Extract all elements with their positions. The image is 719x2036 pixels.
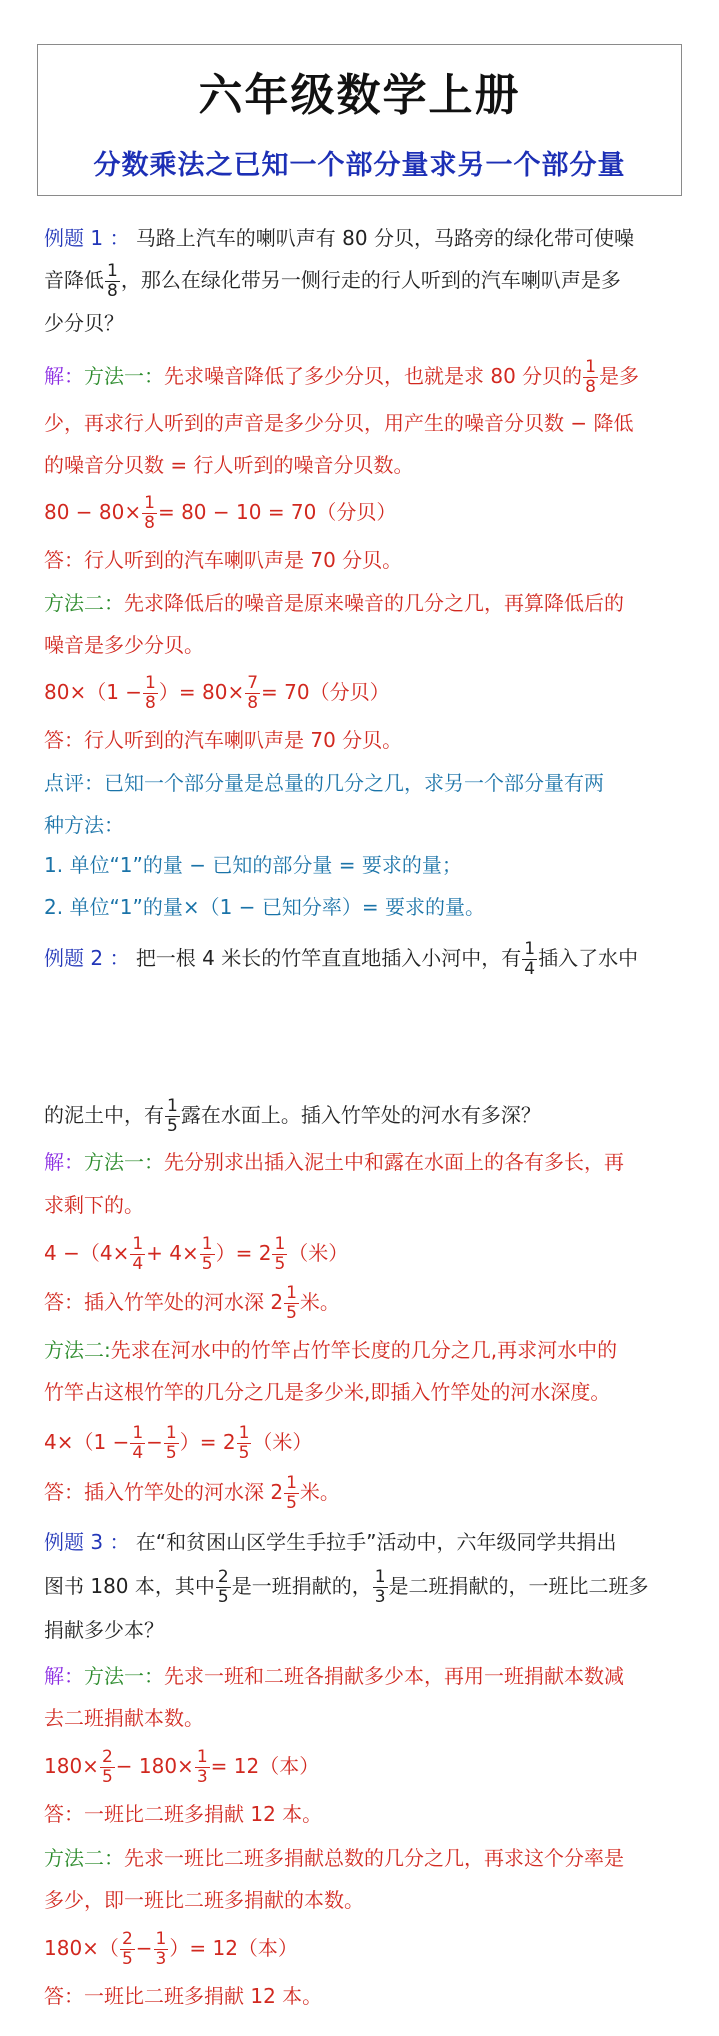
ex1-method1-line-2: 少，再求行人听到的声音是多少分贝，用产生的噪音分贝数 − 降低 [44, 411, 634, 435]
fraction-1-3: $\frac{1}{3}$ [374, 1567, 386, 1607]
ex3-answer-2: 答：一班比二班多捐献 12 本。 [44, 1984, 323, 2008]
title-box [37, 44, 682, 196]
ex1-comment-line-4: 2. 单位“1”的量×（1 − 已知分率）= 要求的量。 [44, 895, 485, 919]
ex1-answer-2: 答：行人听到的汽车喇叭声是 70 分贝。 [44, 728, 403, 752]
ex3-method2-line-2: 多少，即一班比二班多捐献的本数。 [44, 1888, 364, 1912]
ex2-method1-line-2: 求剩下的。 [44, 1193, 144, 1217]
ex1-method2-line-1: 方法二：先求降低后的噪音是原来噪音的几分之几，再算降低后的 [44, 591, 624, 615]
fraction-1-5: $\frac{1}{5}$ [274, 1234, 286, 1274]
fraction-1-8: $\frac{1}{8}$ [585, 357, 596, 397]
ex2-method2-line-1: 方法二:先求在河水中的竹竿占竹竿长度的几分之几,再求河水中的 [44, 1338, 618, 1362]
ex1-method2-line-2: 噪音是多少分贝。 [44, 633, 204, 657]
fraction-2-5: $\frac{2}{5}$ [121, 1929, 133, 1969]
ex1-comment-line-3: 1. 单位“1”的量 − 已知的部分量 = 要求的量； [44, 853, 462, 877]
ex1-method2-equation: 80×（1 − $\frac{1}{8}$ ）= 80× $\frac{7}{8}$ = 70（分贝） [44, 673, 390, 713]
fraction-1-5: $\frac{1}{5}$ [201, 1234, 213, 1274]
ex1-question-line-1: 例题 1 ： 马路上汽车的喇叭声有 80 分贝，马路旁的绿化带可使噪 [44, 226, 634, 250]
ex2-method2-line-2: 竹竿占这根竹竿的几分之几是多少米,即插入竹竿处的河水深度。 [44, 1380, 611, 1404]
ex1-comment-line-2: 种方法： [44, 813, 124, 837]
fraction-1-4: $\frac{1}{4}$ [524, 939, 536, 979]
ex2-question-line-1: 例题 2 ： 把一根 4 米长的竹竿直直地插入小河中，有 $\frac{1}{4}$ 插入了水中 [44, 939, 639, 979]
ex1-question-line-3: 少分贝？ [44, 311, 124, 335]
ex2-answer-2: 答：插入竹竿处的河水深 2 $\frac{1}{5}$ 米。 [44, 1473, 340, 1513]
fraction-1-3: $\frac{1}{3}$ [196, 1747, 208, 1787]
ex1-question-line-2: 音降低 $\frac{1}{8}$ ，那么在绿化带另一侧行走的行人听到的汽车喇叭声是多 [44, 261, 621, 301]
fraction-1-8: $\frac{1}{8}$ [107, 261, 118, 301]
fraction-1-5: $\frac{1}{5}$ [286, 1283, 297, 1323]
ex2-answer-1: 答：插入竹竿处的河水深 2 $\frac{1}{5}$ 米。 [44, 1283, 340, 1323]
page-title: 六年级数学上册 [198, 70, 521, 121]
fraction-1-4: $\frac{1}{4}$ [132, 1423, 144, 1463]
fraction-7-8: $\frac{7}{8}$ [247, 673, 259, 713]
fraction-1-3: $\frac{1}{3}$ [155, 1929, 167, 1969]
fraction-1-4: $\frac{1}{4}$ [132, 1234, 144, 1274]
ex1-method1-equation: 80 − 80× $\frac{1}{8}$ = 80 − 10 = 70（分贝） [44, 493, 397, 533]
ex3-label: 例题 3 ： [44, 1530, 130, 1554]
ex3-method2-line-1: 方法二：先求一班比二班多捐献总数的几分之几，再求这个分率是 [44, 1846, 624, 1870]
ex1-method1-line-1: 解：方法一：先求噪音降低了多少分贝，也就是求 80 分贝的 $\frac{1}{8}$ 是多 [44, 357, 639, 397]
ex3-answer-1: 答：一班比二班多捐献 12 本。 [44, 1802, 323, 1826]
ex3-method1-equation: 180× $\frac{2}{5}$ − 180× $\frac{1}{3}$ = 12（本） [44, 1747, 320, 1787]
ex3-method2-equation: 180×（ $\frac{2}{5}$ − $\frac{1}{3}$ ）= 12（本） [44, 1929, 298, 1969]
ex3-question-line-1: 例题 3 ： 在“和贫困山区学生手拉手”活动中，六年级同学共捐出 [44, 1530, 617, 1554]
ex2-method1-equation: 4 −（4× $\frac{1}{4}$ + 4× $\frac{1}{5}$ ）= 2 $\frac{1}{5}$ （米） [44, 1234, 349, 1274]
fraction-2-5: $\frac{2}{5}$ [101, 1747, 113, 1787]
fraction-1-5: $\frac{1}{5}$ [286, 1473, 297, 1513]
fraction-1-8: $\frac{1}{8}$ [145, 673, 156, 713]
fraction-1-5: $\frac{1}{5}$ [238, 1423, 250, 1463]
ex3-method1-line-1: 解：方法一：先求一班和二班各捐献多少本，再用一班捐献本数减 [44, 1664, 624, 1688]
ex1-method1-line-3: 的噪音分贝数 = 行人听到的噪音分贝数。 [44, 453, 414, 477]
ex2-method2-equation: 4×（1 − $\frac{1}{4}$ − $\frac{1}{5}$ ）= 2 $\frac{1}{5}$ （米） [44, 1423, 313, 1463]
fraction-1-5: $\frac{1}{5}$ [165, 1423, 177, 1463]
ex2-label: 例题 2 ： [44, 946, 130, 970]
ex3-question-line-2: 图书 180 本，其中 $\frac{2}{5}$ 是一班捐献的， $\frac{1}{3}$ 是二班捐献的，一班比二班多 [44, 1567, 649, 1607]
fraction-2-5: $\frac{2}{5}$ [217, 1567, 229, 1607]
ex2-question-line-2: 的泥土中，有 $\frac{1}{5}$ 露在水面上。插入竹竿处的河水有多深？ [44, 1096, 541, 1136]
fraction-1-8: $\frac{1}{8}$ [144, 493, 155, 533]
page-subtitle: 分数乘法之已知一个部分量求另一个部分量 [93, 150, 626, 181]
ex3-method1-line-2: 去二班捐献本数。 [44, 1706, 204, 1730]
ex3-question-line-3: 捐献多少本？ [44, 1618, 164, 1642]
ex2-method1-line-1: 解：方法一：先分别求出插入泥土中和露在水面上的各有多长，再 [44, 1150, 624, 1174]
ex1-label: 例题 1 ： [44, 226, 130, 250]
fraction-1-5: $\frac{1}{5}$ [167, 1096, 178, 1136]
ex1-answer-1: 答：行人听到的汽车喇叭声是 70 分贝。 [44, 548, 403, 572]
ex1-comment-line-1: 点评：已知一个部分量是总量的几分之几，求另一个部分量有两 [44, 771, 604, 795]
